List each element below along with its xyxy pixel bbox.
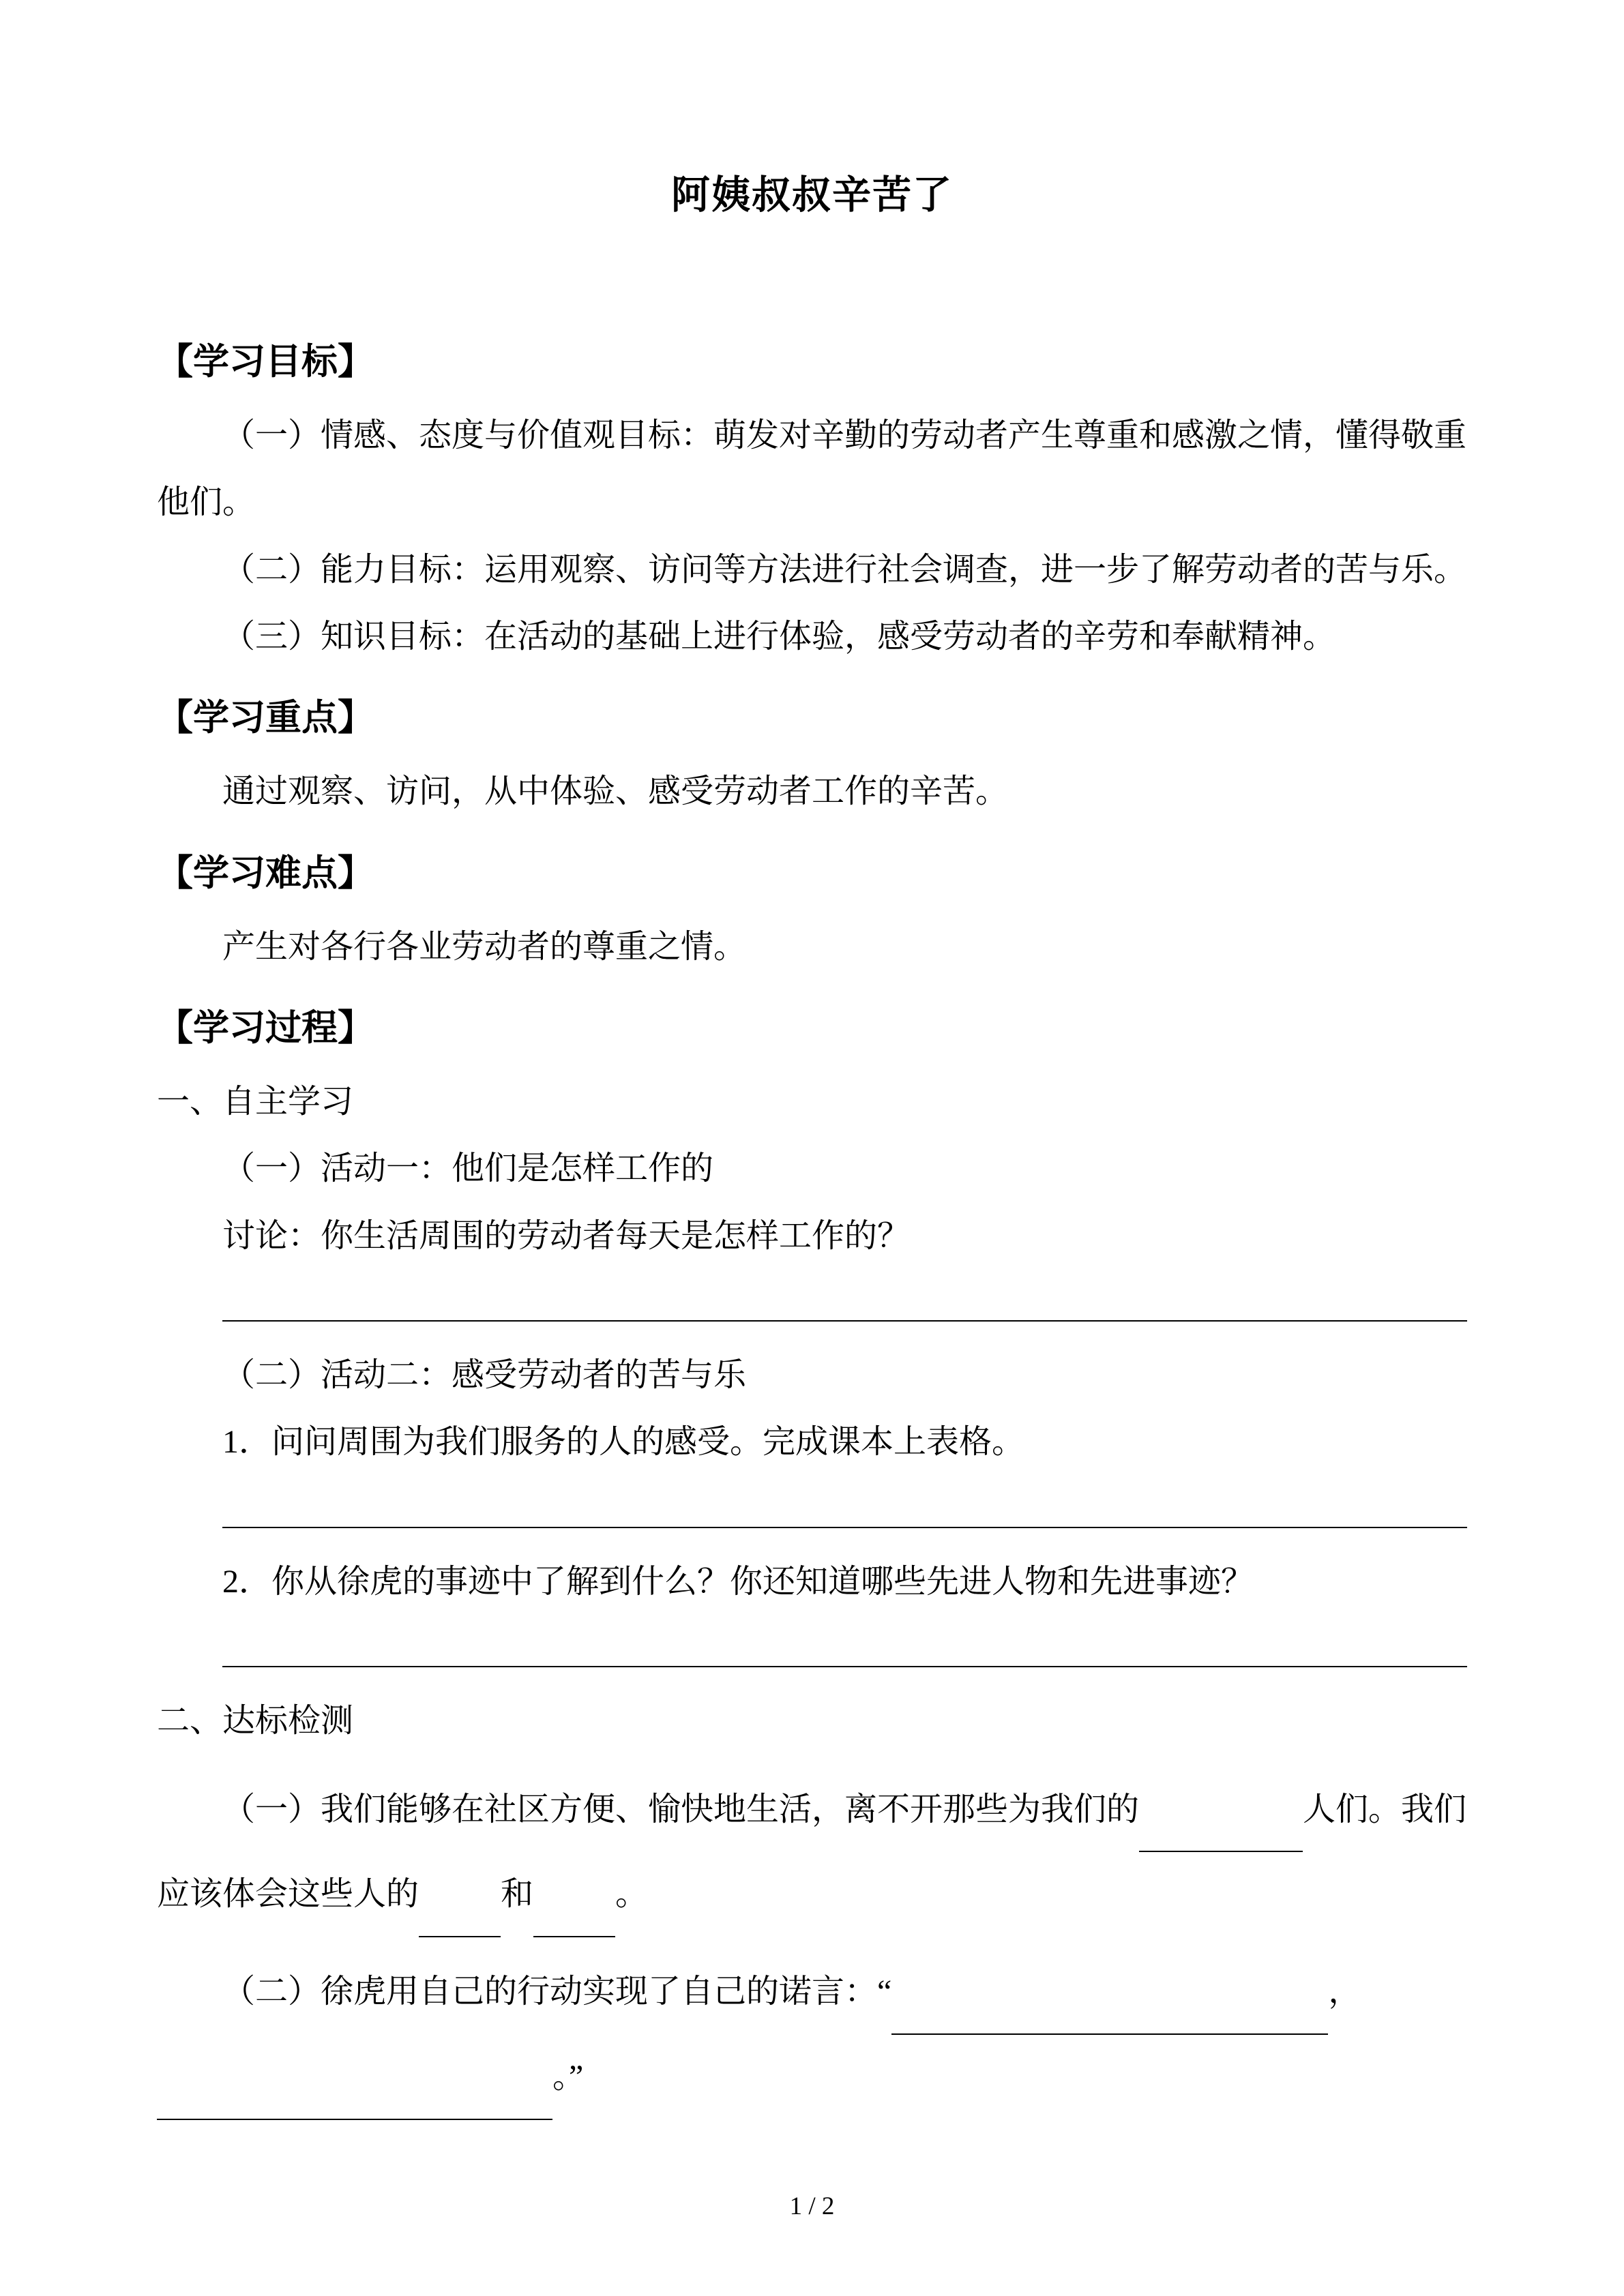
key-point-text: 通过观察、访问，从中体验、感受劳动者工作的辛苦。 bbox=[222, 773, 1009, 810]
answer-line-2 bbox=[222, 1476, 1467, 1528]
heading-learning-process: 【学习过程】 bbox=[157, 1009, 374, 1049]
part1-heading: 一、自主学习 bbox=[157, 1083, 354, 1120]
fill-in-blank bbox=[419, 1903, 501, 1937]
activity2-question-2: 2．你从徐虎的事迹中了解到什么？你还知道哪些先进人物和先进事迹？ bbox=[222, 1563, 1254, 1600]
part2-heading: 二、达标检测 bbox=[157, 1703, 354, 1740]
heading-difficulty: 【学习难点】 bbox=[157, 853, 374, 893]
activity1-title: （一）活动一：他们是怎样工作的 bbox=[222, 1150, 714, 1187]
test-q2-text-3: 。” bbox=[552, 2059, 584, 2096]
activity2-title: （二）活动二：感受劳动者的苦与乐 bbox=[222, 1357, 747, 1394]
heading-key-point: 【学习重点】 bbox=[157, 698, 374, 739]
fill-in-blank bbox=[533, 1903, 615, 1937]
test-q1-text-2: 人们。我们应该体会这些人的 bbox=[157, 1791, 1467, 1913]
objective-item-1: （一）情感、态度与价值观目标：萌发对辛勤的劳动者产生尊重和感激之情，懂得敬重他们。 bbox=[157, 417, 1467, 521]
test-q2-text-2: ， bbox=[1328, 1973, 1361, 2010]
answer-line-3 bbox=[222, 1615, 1467, 1667]
fill-in-blank bbox=[157, 2086, 552, 2120]
heading-learning-objectives: 【学习目标】 bbox=[157, 342, 374, 382]
test-q1-text-1: （一）我们能够在社区方便、愉快地生活，离不开那些为我们的 bbox=[222, 1791, 1140, 1828]
objective-item-2: （二）能力目标：运用观察、访问等方法进行社会调查，进一步了解劳动者的苦与乐。 bbox=[222, 551, 1467, 588]
fill-in-blank bbox=[1139, 1818, 1303, 1852]
test-q1-text-4: 。 bbox=[615, 1876, 649, 1913]
activity1-discussion: 讨论：你生活周围的劳动者每天是怎样工作的？ bbox=[222, 1217, 911, 1254]
test-q1-text-3: 和 bbox=[501, 1876, 534, 1913]
objective-item-3: （三）知识目标：在活动的基础上进行体验，感受劳动者的辛劳和奉献精神。 bbox=[222, 618, 1336, 655]
page-number: 1 / 2 bbox=[789, 2192, 835, 2220]
page-title: 阿姨叔叔辛苦了 bbox=[671, 174, 953, 217]
test-question-1 bbox=[157, 1768, 1467, 1938]
test-q2-text-1: （二）徐虎用自己的行动实现了自己的诺言：“ bbox=[222, 1973, 892, 2010]
activity2-question-1: 1．问问周围为我们服务的人的感受。完成课本上表格。 bbox=[222, 1424, 1025, 1461]
fill-in-blank bbox=[891, 2001, 1328, 2035]
answer-line-1 bbox=[222, 1270, 1467, 1322]
difficulty-text: 产生对各行各业劳动者的尊重之情。 bbox=[222, 928, 747, 965]
test-question-2 bbox=[157, 1950, 1467, 2120]
